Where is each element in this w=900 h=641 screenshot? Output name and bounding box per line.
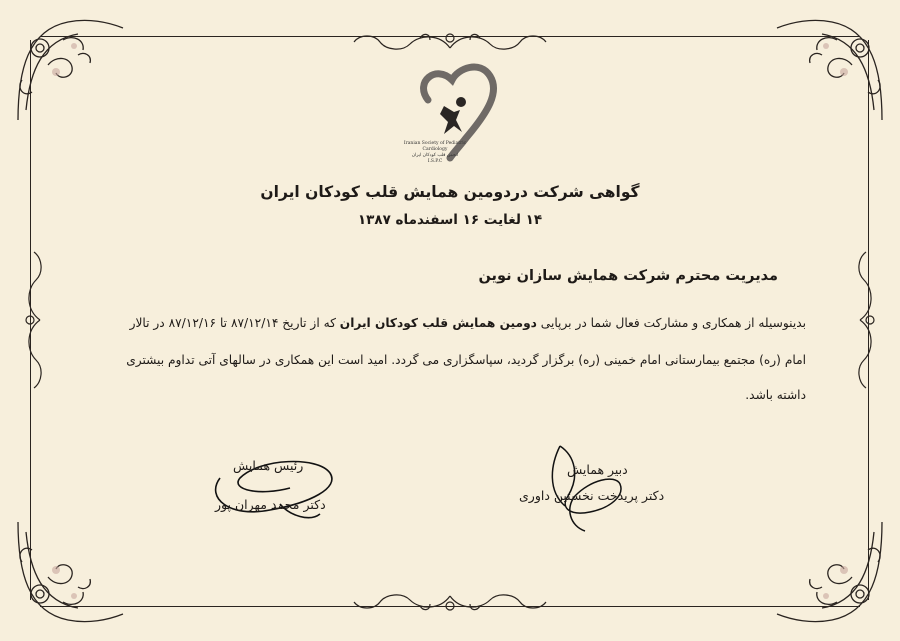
ornament-top-center xyxy=(350,26,550,54)
body-line-1-post: که از تاریخ ۸۷/۱۲/۱۴ تا ۸۷/۱۲/۱۶ در تالار xyxy=(129,316,336,330)
logo-caption xyxy=(395,141,475,165)
right-signature xyxy=(530,436,640,536)
left-signer-role: رئیس همایش xyxy=(233,458,304,473)
left-signer-name: دکتر محمد مهران پور xyxy=(215,497,326,512)
corner-ornament-bottom-right xyxy=(772,512,892,632)
right-signer-name: دکتر پریدخت نخستین داوری xyxy=(519,488,665,503)
addressee: مدیریت محترم شرکت همایش سازان نوین xyxy=(478,268,778,284)
logo-caption-en: Iranian Society of Pediatric Cardiology xyxy=(403,141,467,152)
certificate-date: ۱۴ لغایت ۱۶ اسفندماه ۱۳۸۷ xyxy=(357,212,543,228)
certificate-title: گواهی شرکت دردومین همایش قلب کودکان ایران xyxy=(260,183,640,201)
body-line-2: امام (ره) مجتمع بیمارستانی امام خمینی (ره) برگزار گردید، سپاسگزاری می گردد. امید است این همکاری در سالهای آتی تداوم بیشتری xyxy=(126,353,806,367)
event-name: دومین همایش قلب کودکان ایران xyxy=(339,316,537,330)
corner-ornament-bottom-left xyxy=(8,512,128,632)
ornament-bottom-center xyxy=(350,590,550,618)
logo-caption-fa: انجمن قلب کودکان ایران xyxy=(411,153,459,158)
right-signer-role: دبیر همایش xyxy=(567,462,628,477)
body-line-1 xyxy=(86,316,806,330)
ornament-left-center xyxy=(18,250,46,390)
body-line-1-pre: بدینوسیله از همکاری و مشارکت فعال شما در برپایی xyxy=(540,316,806,330)
logo-caption-abbr: I.S.P.C xyxy=(427,159,443,164)
body-line-3: داشته باشد. xyxy=(745,388,806,402)
ornament-right-center xyxy=(854,250,882,390)
corner-ornament-top-left xyxy=(8,10,128,130)
corner-ornament-top-right xyxy=(772,10,892,130)
